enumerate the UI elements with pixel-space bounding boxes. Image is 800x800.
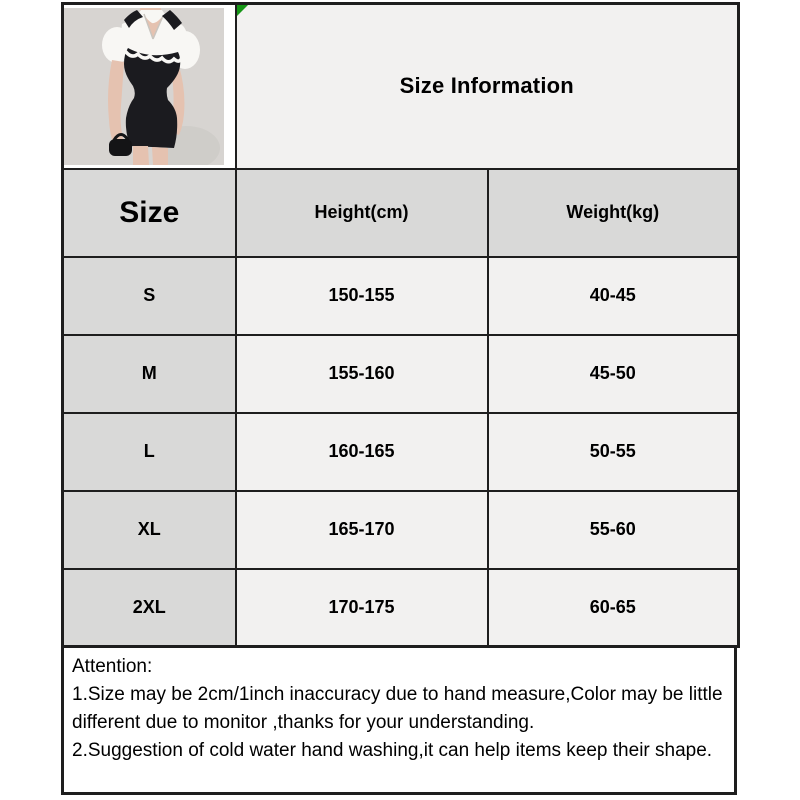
weight-value: 55-60 [488, 491, 739, 569]
size-table [61, 2, 740, 648]
attention-line-1: 1.Size may be 2cm/1inch inaccuracy due to hand measure,Color may be little [72, 684, 723, 705]
size-label: M [63, 335, 236, 413]
table-row-2xl [63, 569, 739, 647]
handbag [109, 139, 132, 156]
attention-line-3: 2.Suggestion of cold water hand washing,it can help items keep their shape. [72, 740, 713, 761]
table-row-s [63, 257, 739, 335]
table-row-xl [63, 491, 739, 569]
table-row-m [63, 335, 739, 413]
column-header-weight: Weight(kg) [488, 169, 739, 257]
height-value: 165-170 [236, 491, 488, 569]
height-value: 150-155 [236, 257, 488, 335]
height-value: 160-165 [236, 413, 488, 491]
weight-value: 45-50 [488, 335, 739, 413]
weight-value: 40-45 [488, 257, 739, 335]
size-label: L [63, 413, 236, 491]
attention-note [61, 648, 737, 795]
model-leg-right [152, 147, 168, 165]
size-label: 2XL [63, 569, 236, 647]
green-corner-marker-icon [237, 5, 248, 16]
product-photo [64, 8, 224, 165]
size-label: S [63, 257, 236, 335]
attention-heading: Attention: [72, 656, 153, 677]
product-photo-cell [63, 4, 236, 169]
weight-value: 50-55 [488, 413, 739, 491]
attention-line-2: different due to monitor ,thanks for your understanding. [72, 712, 535, 733]
weight-value: 60-65 [488, 569, 739, 647]
column-header-size: Size [63, 169, 236, 257]
size-chart-sheet [61, 2, 737, 795]
header-row [63, 169, 739, 257]
title-cell [236, 4, 739, 169]
title-row [63, 4, 739, 169]
height-value: 170-175 [236, 569, 488, 647]
height-value: 155-160 [236, 335, 488, 413]
table-row-l [63, 413, 739, 491]
model-leg-left [133, 146, 149, 165]
size-label: XL [63, 491, 236, 569]
page-title: Size Information [399, 73, 574, 99]
column-header-height: Height(cm) [236, 169, 488, 257]
